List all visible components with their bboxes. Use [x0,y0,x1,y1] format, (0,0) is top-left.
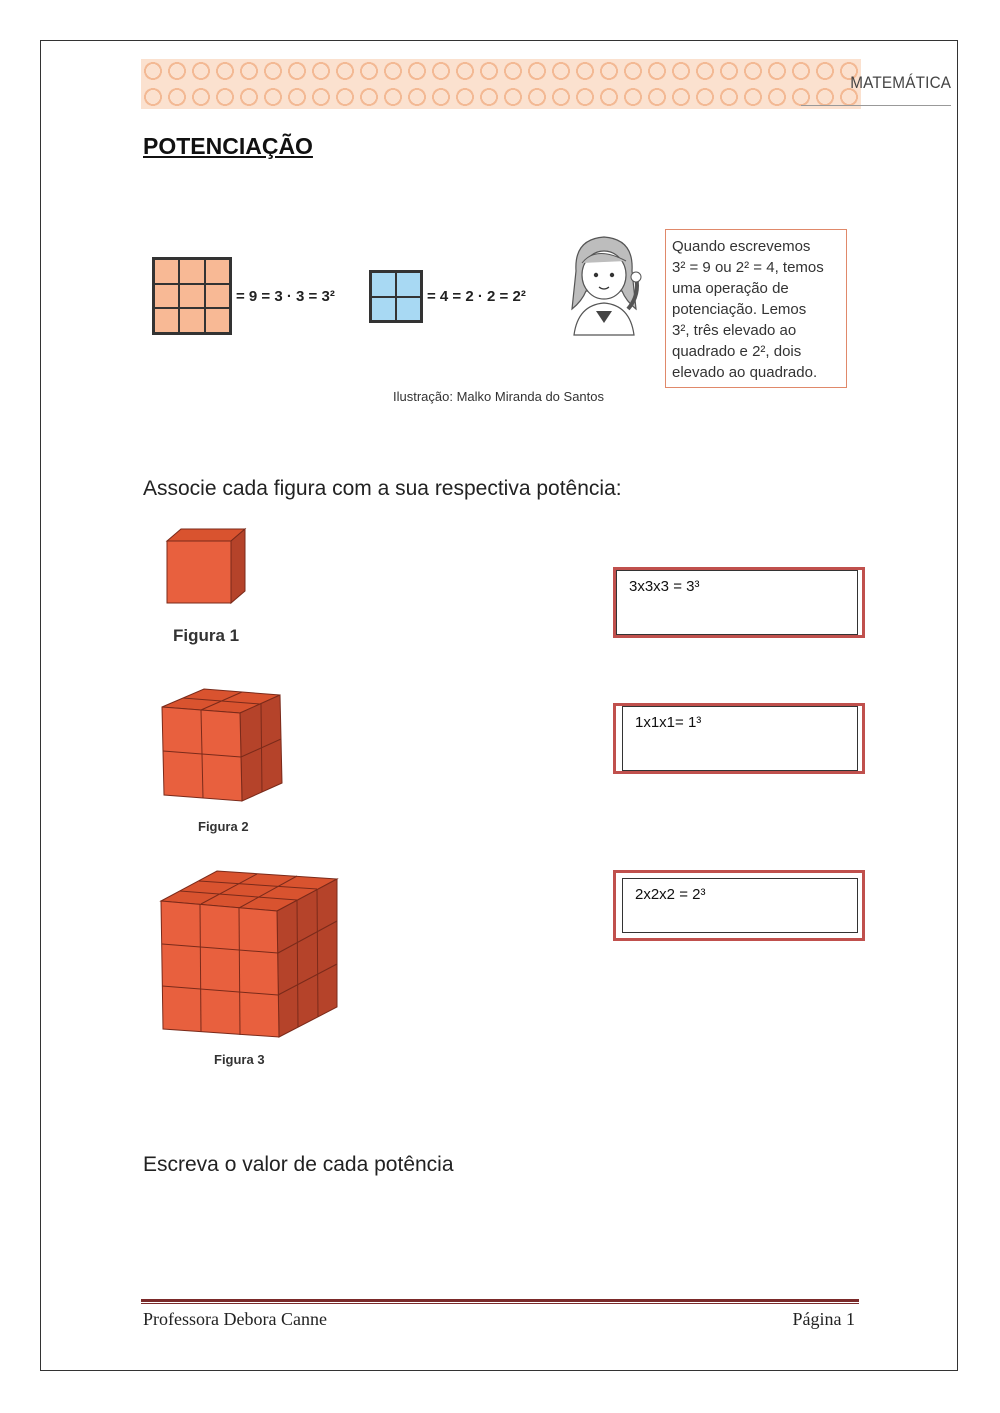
answer-box-3[interactable] [613,870,865,941]
instruction-write-value: Escreva o valor de cada potência [143,1153,454,1176]
footer-rule [141,1299,859,1304]
callout-line: Quando escrevemos [672,238,811,255]
answer-text-2[interactable]: 1x1x1= 1³ [622,706,858,771]
equation-three-squared: = 9 = 3 · 3 = 3² [236,288,335,305]
answer-text-3[interactable]: 2x2x2 = 2³ [622,878,858,933]
cube-figure-2 [160,687,286,805]
worksheet-page [40,40,958,1371]
page-title: POTENCIAÇÃO [143,133,313,159]
footer-author: Professora Debora Canne [143,1309,327,1329]
callout-line: potenciação. Lemos [672,301,807,318]
figure-1-caption: Figura 1 [173,626,240,645]
callout-line: 3², três elevado ao [672,322,797,339]
answer-box-2[interactable] [613,703,865,774]
footer-page-number: Página 1 [792,1309,855,1329]
callout-line: elevado ao quadrado. [672,364,818,381]
answer-box-1[interactable] [613,567,865,638]
grid-2x2 [369,270,423,323]
answer-text-1[interactable]: 3x3x3 = 3³ [616,570,858,635]
callout-line: 3² = 9 ou 2² = 4, temos [672,259,824,276]
explanation-callout [665,229,847,388]
figure-3-caption: Figura 3 [214,1052,265,1067]
header-subject: MATEMÁTICA [850,73,951,92]
grid-3x3 [152,257,232,335]
instruction-associate: Associe cada figura com a sua respectiva potência: [143,477,622,500]
header-rule [801,105,951,106]
illustration-credit: Ilustração: Malko Miranda do Santos [393,389,604,404]
cube-figure-1 [165,527,249,607]
callout-line: uma operação de [672,280,789,297]
girl-illustration [556,231,651,336]
figure-2-caption: Figura 2 [198,819,249,834]
cube-figure-3 [159,869,339,1041]
equation-two-squared: = 4 = 2 · 2 = 2² [427,288,526,305]
header-decoration [141,59,861,109]
callout-line: quadrado e 2², dois [672,343,802,360]
